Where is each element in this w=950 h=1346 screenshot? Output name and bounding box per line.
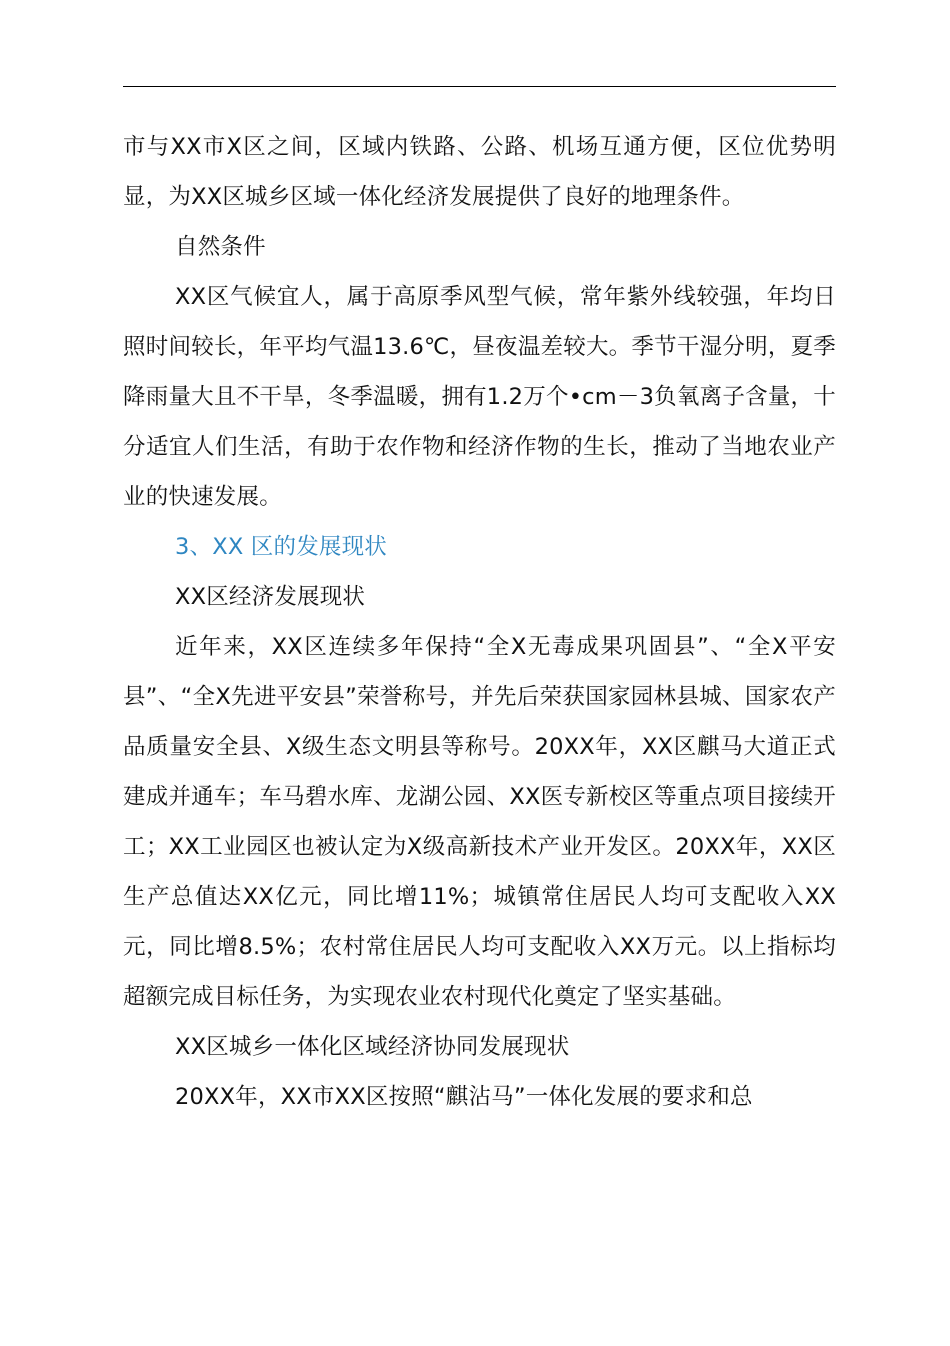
paragraph-location-continued: 市与XX市X区之间，区域内铁路、公路、机场互通方便，区位优势明显，为XX区城乡区域一体化经济发展提供了良好的地理条件。 <box>123 134 836 210</box>
subheading-natural-conditions: 自然条件 <box>175 234 266 260</box>
section-heading-development-status: 3、XX 区的发展现状 <box>175 534 387 560</box>
subheading-urban-rural-integration: XX区城乡一体化区域经济协同发展现状 <box>175 1034 570 1060</box>
document-body <box>123 122 836 1122</box>
paragraph-climate: XX区气候宜人，属于高原季风型气候，常年紫外线较强，年均日照时间较长，年平均气温13.6℃，昼夜温差较大。季节干湿分明，夏季降雨量大且不干旱，冬季温暖，拥有1.2万个•cm－3负氧离子含量，十分适宜人们生活，有助于农作物和经济作物的生长，推动了当地农业产业的快速发展。 <box>123 284 836 510</box>
paragraph-economic-status: 近年来，XX区连续多年保持“全X无毒成果巩固县”、“全X平安县”、“全X先进平安县”荣誉称号，并先后荣获国家园林县城、国家农产品质量安全县、X级生态文明县等称号。20XX年，XX区麒马大道正式建成并通车；车马碧水库、龙湖公园、XX医专新校区等重点项目接续开工；XX工业园区也被认定为X级高新技术产业开发区。20XX年，XX区生产总值达XX亿元，同比增11%；城镇常住居民人均可支配收入XX元，同比增8.5%；农村常住居民人均可支配收入XX万元。以上指标均超额完成目标任务，为实现农业农村现代化奠定了坚实基础。 <box>123 634 836 1010</box>
paragraph-integration-start: 20XX年，XX市XX区按照“麒沾马”一体化发展的要求和总 <box>175 1084 753 1110</box>
header-rule <box>123 86 836 87</box>
subheading-economic-status: XX区经济发展现状 <box>175 584 366 610</box>
